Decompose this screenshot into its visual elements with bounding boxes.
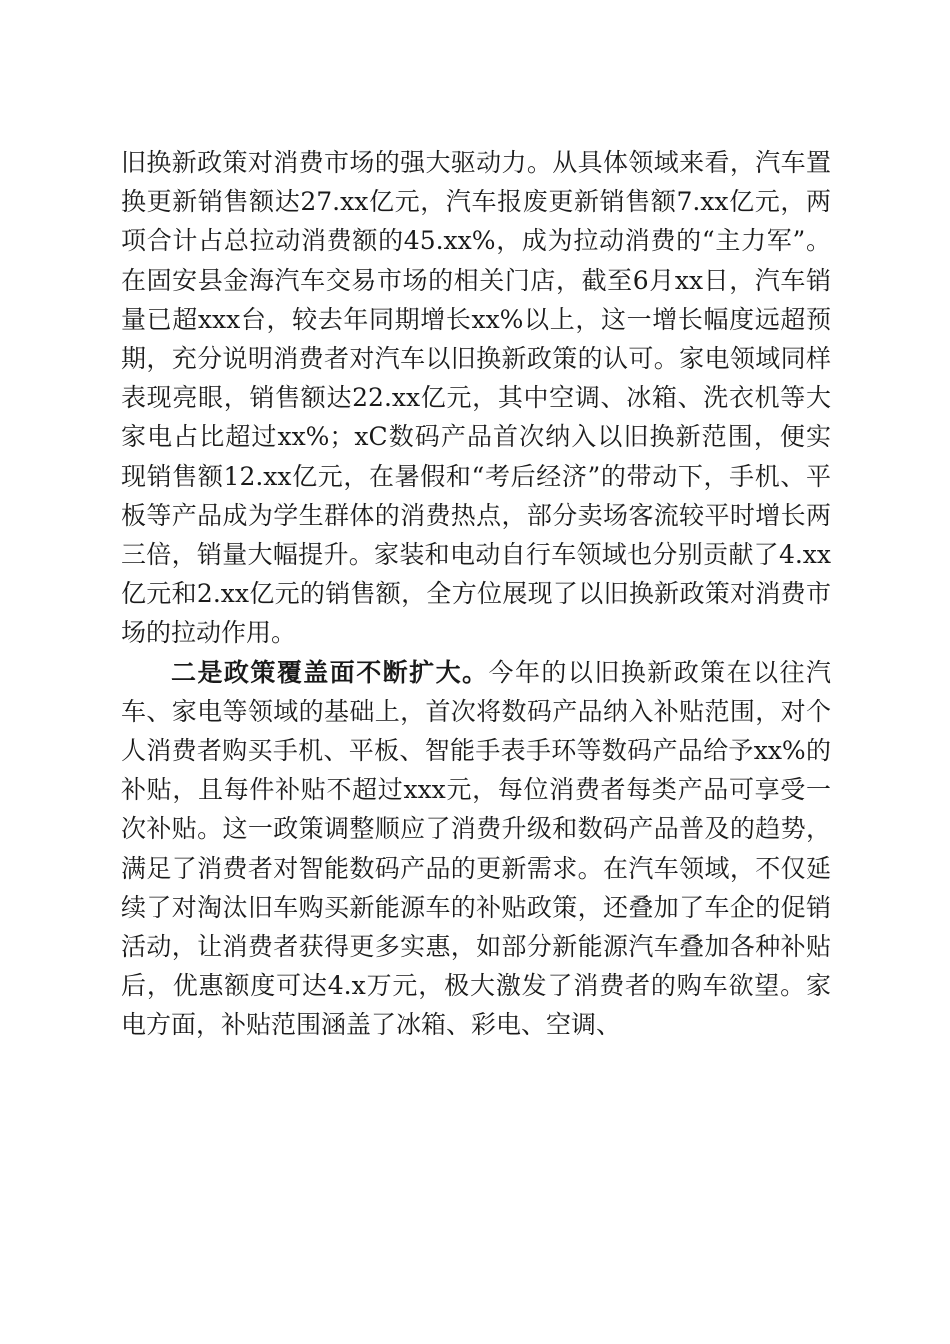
paragraph-2-body: 今年的以旧换新政策在以往汽车、家电等领域的基础上，首次将数码产品纳入补贴范围，对个人消费者购买手机、平板、智能手表手环等数码产品给予xx%的补贴，且每件补贴不超过xxx元，每位消费者每类产品可享受一次补贴。这一政策调整顺应了消费升级和数码产品普及的趋势，满足了消费者对智能数码产品的更新需求。在汽车领域，不仅延续了对淘汰旧车购买新能源车的补贴政策，还叠加了车企的促销活动，让消费者获得更多实惠，如部分新能源汽车叠加各种补贴后，优惠额度可达4.x万元，极大激发了消费者的购车欲望。家电方面，补贴范围涵盖了冰箱、彩电、空调、 — [121, 657, 831, 1040]
document-body — [121, 143, 831, 1045]
paragraph-2 — [121, 653, 831, 1045]
paragraph-1: 旧换新政策对消费市场的强大驱动力。从具体领域来看，汽车置换更新销售额达27.xx亿元，汽车报废更新销售额7.xx亿元，两项合计占总拉动消费额的45.xx%，成为拉动消费的“主力军”。在固安县金海汽车交易市场的相关门店，截至6月xx日，汽车销量已超xxx台，较去年同期增长xx%以上，这一增长幅度远超预期，充分说明消费者对汽车以旧换新政策的认可。家电领域同样表现亮眼，销售额达22.xx亿元，其中空调、冰箱、洗衣机等大家电占比超过xx%；xC数码产品首次纳入以旧换新范围，便实现销售额12.xx亿元，在暑假和“考后经济”的带动下，手机、平板等产品成为学生群体的消费热点，部分卖场客流较平时增长两三倍，销量大幅提升。家装和电动自行车领域也分别贡献了4.xx亿元和2.xx亿元的销售额，全方位展现了以旧换新政策对消费市场的拉动作用。 — [121, 148, 831, 648]
paragraph-2-lead: 二是政策覆盖面不断扩大。 — [171, 657, 489, 687]
